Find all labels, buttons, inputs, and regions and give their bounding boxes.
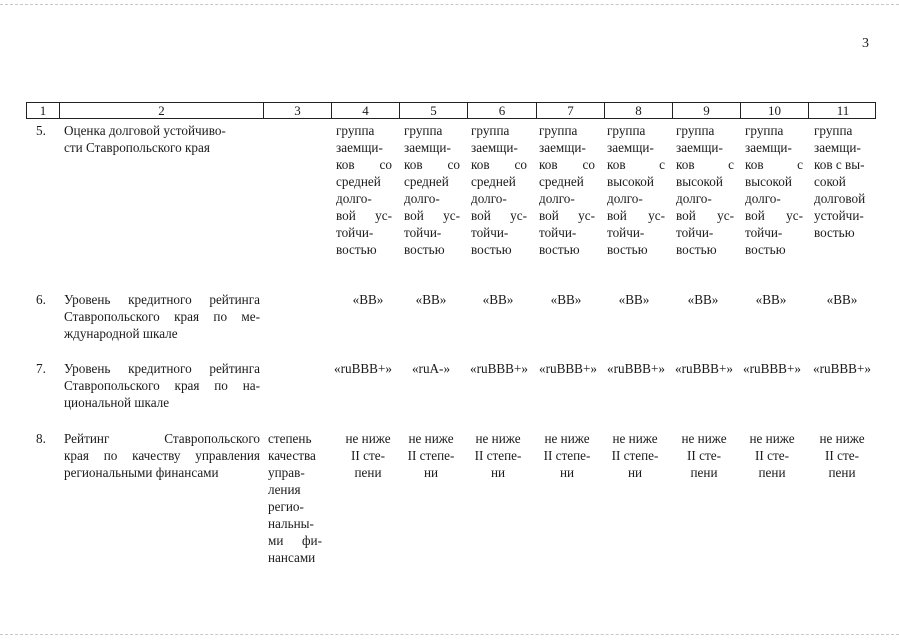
text-line: вой ус-	[471, 208, 527, 223]
text-line: вой ус-	[676, 208, 734, 223]
value-cell: «BB»	[687, 292, 719, 307]
text-line: ков с вы-	[814, 157, 865, 172]
value-cell	[404, 122, 460, 258]
text-line: II сте-	[351, 448, 385, 463]
value-cell	[814, 122, 876, 241]
text-line: востью	[745, 242, 786, 257]
text-line: Ставропольского края по на-	[64, 378, 260, 393]
text-line: тойчи-	[745, 225, 783, 240]
header-cell: 8	[604, 103, 672, 118]
unit-cell	[268, 430, 322, 566]
row-number: 7.	[36, 361, 46, 376]
text-line: долго-	[607, 191, 643, 206]
value-cell	[471, 122, 527, 258]
scan-bottom-edge	[0, 634, 899, 635]
text-line: тойчи-	[404, 225, 442, 240]
text-line: II степе-	[543, 448, 591, 463]
indicator-name	[64, 430, 260, 481]
value-cell	[671, 430, 737, 481]
text-line: группа	[745, 123, 784, 138]
value-cell: «BB»	[826, 292, 858, 307]
text-line: не ниже	[475, 431, 521, 446]
text-line: заемщи-	[471, 140, 518, 155]
indicator-name	[64, 360, 260, 411]
text-line: вой ус-	[539, 208, 595, 223]
text-line: не ниже	[681, 431, 727, 446]
header-cell: 5	[399, 103, 467, 118]
row-number: 5.	[36, 123, 46, 138]
header-cell: 10	[740, 103, 808, 118]
text-line: средней	[471, 174, 516, 189]
text-line: II степе-	[407, 448, 455, 463]
text-line: долго-	[336, 191, 372, 206]
text-line: средней	[539, 174, 584, 189]
text-line: тойчи-	[336, 225, 374, 240]
text-line: ков со	[471, 157, 527, 172]
text-line: высокой	[676, 174, 723, 189]
text-line: не ниже	[544, 431, 590, 446]
value-cell	[602, 430, 668, 481]
value-cell: «ruBBB+»	[675, 361, 733, 376]
text-line: высокой	[745, 174, 792, 189]
text-line: II сте-	[825, 448, 859, 463]
text-line: заемщи-	[745, 140, 792, 155]
text-line: заемщи-	[539, 140, 586, 155]
value-cell: «BB»	[415, 292, 447, 307]
text-line: ков со	[336, 157, 392, 172]
text-line: устойчи-	[814, 208, 864, 223]
text-line: не ниже	[345, 431, 391, 446]
text-line: заемщи-	[607, 140, 654, 155]
text-line: востью	[336, 242, 377, 257]
text-line: пени	[828, 465, 856, 480]
row-number: 6.	[36, 292, 46, 307]
value-cell	[336, 122, 392, 258]
text-line: II степе-	[474, 448, 522, 463]
text-line: управ-	[268, 465, 305, 480]
text-line: регио-	[268, 499, 304, 514]
text-line: средней	[336, 174, 381, 189]
text-line: востью	[676, 242, 717, 257]
value-cell	[330, 430, 406, 481]
value-cell	[739, 430, 805, 481]
row-number: 8.	[36, 431, 46, 446]
value-cell	[539, 122, 595, 258]
text-line: группа	[471, 123, 510, 138]
text-line: востью	[471, 242, 512, 257]
text-line: Рейтинг Ставропольского	[64, 431, 260, 446]
text-line: ни	[490, 465, 506, 480]
text-line: группа	[607, 123, 646, 138]
value-cell	[745, 122, 803, 258]
header-cell: 2	[59, 103, 263, 118]
text-line: степень	[268, 431, 312, 446]
text-line: ков со	[404, 157, 460, 172]
scan-top-edge	[0, 4, 899, 5]
text-line: востью	[607, 242, 648, 257]
text-line: долго-	[471, 191, 507, 206]
header-cell: 1	[39, 103, 47, 118]
text-line: заемщи-	[814, 140, 861, 155]
text-line: ков с	[607, 157, 665, 172]
header-cell: 9	[672, 103, 740, 118]
header-cell: 4	[331, 103, 399, 118]
text-line: не ниже	[749, 431, 795, 446]
text-line: II степе-	[611, 448, 659, 463]
text-line: края по качеству управления	[64, 448, 260, 463]
text-line: Уровень кредитного рейтинга	[64, 292, 260, 307]
text-line: II сте-	[687, 448, 721, 463]
header-cell: 7	[536, 103, 604, 118]
text-line: востью	[539, 242, 580, 257]
text-line: средней	[404, 174, 449, 189]
header-cell: 6	[467, 103, 536, 118]
text-line: нальны-	[268, 516, 314, 531]
text-line: ков с	[745, 157, 803, 172]
text-line: группа	[814, 123, 853, 138]
text-line: заемщи-	[404, 140, 451, 155]
value-cell	[676, 122, 734, 258]
value-cell: «ruA-»	[411, 361, 451, 376]
value-cell: «BB»	[550, 292, 582, 307]
text-line: вой ус-	[607, 208, 665, 223]
text-line: региональными финансами	[64, 465, 219, 480]
value-cell: «ruBBB+»	[607, 361, 665, 376]
text-line: ков со	[539, 157, 595, 172]
indicator-name	[64, 122, 260, 156]
value-cell: «ruBBB+»	[813, 361, 871, 376]
text-line: группа	[336, 123, 375, 138]
text-line: вой ус-	[404, 208, 460, 223]
text-line: долго-	[404, 191, 440, 206]
value-cell	[808, 430, 876, 481]
text-line: Оценка долговой устойчиво-	[64, 123, 226, 138]
text-line: долго-	[539, 191, 575, 206]
text-line: циональной шкале	[64, 395, 170, 410]
text-line: высокой	[607, 174, 654, 189]
text-line: ни	[627, 465, 643, 480]
value-cell: «ruBBB+»	[334, 361, 392, 376]
text-line: тойчи-	[471, 225, 509, 240]
text-line: Ставропольского края по ме-	[64, 309, 260, 324]
value-cell: «BB»	[618, 292, 650, 307]
text-line: Уровень кредитного рейтинга	[64, 361, 260, 376]
text-line: ни	[559, 465, 575, 480]
text-line: долго-	[745, 191, 781, 206]
value-cell: «BB»	[352, 292, 384, 307]
value-cell: «BB»	[482, 292, 514, 307]
value-cell: «BB»	[755, 292, 787, 307]
text-line: группа	[676, 123, 715, 138]
text-line: пени	[758, 465, 786, 480]
text-line: ления	[268, 482, 301, 497]
text-line: востью	[814, 225, 855, 240]
value-cell: «ruBBB+»	[470, 361, 528, 376]
text-line: заемщи-	[336, 140, 383, 155]
text-line: группа	[404, 123, 443, 138]
text-line: пени	[690, 465, 718, 480]
text-line: качества	[268, 448, 316, 463]
value-cell	[465, 430, 531, 481]
header-cell: 11	[808, 103, 877, 118]
text-line: ков с	[676, 157, 734, 172]
header-cell: 3	[263, 103, 331, 118]
text-line: заемщи-	[676, 140, 723, 155]
text-line: сти Ставропольского края	[64, 140, 210, 155]
text-line: долго-	[676, 191, 712, 206]
text-line: тойчи-	[676, 225, 714, 240]
value-cell	[607, 122, 665, 258]
text-line: II сте-	[755, 448, 789, 463]
text-line: вой ус-	[745, 208, 803, 223]
text-line: не ниже	[612, 431, 658, 446]
text-line: не ниже	[408, 431, 454, 446]
text-line: вой ус-	[336, 208, 392, 223]
page-number: 3	[862, 36, 869, 51]
text-line: сокой	[814, 174, 846, 189]
text-line: ми фи-	[268, 533, 322, 548]
text-line: тойчи-	[539, 225, 577, 240]
text-line: ждународной шкале	[64, 326, 178, 341]
text-line: ни	[423, 465, 439, 480]
indicator-name	[64, 291, 260, 342]
text-line: не ниже	[819, 431, 865, 446]
text-line: группа	[539, 123, 578, 138]
value-cell	[534, 430, 600, 481]
text-line: востью	[404, 242, 445, 257]
value-cell: «ruBBB+»	[743, 361, 801, 376]
value-cell	[398, 430, 464, 481]
text-line: нансами	[268, 550, 316, 565]
text-line: долговой	[814, 191, 866, 206]
value-cell: «ruBBB+»	[539, 361, 597, 376]
table-header-row	[26, 102, 876, 119]
text-line: тойчи-	[607, 225, 645, 240]
text-line: пени	[354, 465, 382, 480]
